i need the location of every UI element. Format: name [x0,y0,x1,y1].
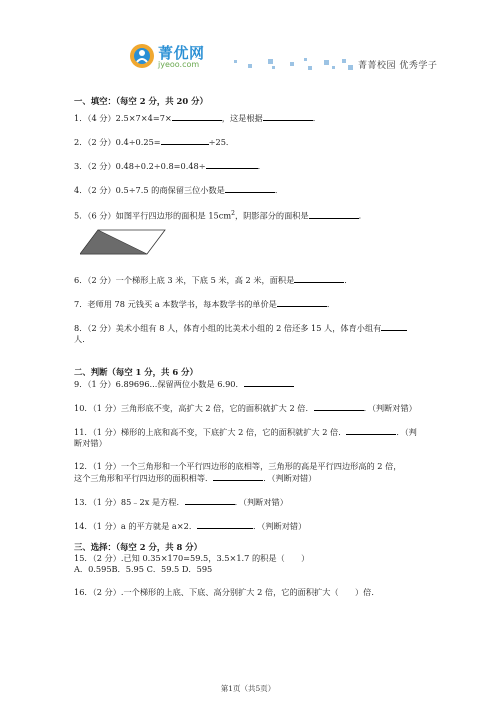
question-12-cont: 这个三角形和平行四边形的面积相等． ．（判断对错） [74,472,317,483]
question-6: 6．（2 分）一个梯形上底 3 米，下底 5 米，高 2 米，面积是 ． [74,274,353,285]
question-1: 1．（4 分）2.5×7×4=7× ，这是根据 ． [74,113,321,123]
section-title-judge: 二、判断（每空 1 分，共 6 分） [74,366,198,377]
brand-domain: jyeoo.com [158,60,200,69]
jyeoo-logo [128,40,218,74]
question-16: 16．（2 分）.一个梯形的上底、下底、高分别扩大 2 倍，它的面积扩大（ ）倍． [74,586,380,597]
brand-name: 菁优网 [158,44,205,62]
question-15: 15．（2 分）.已知 0.35×170=59.5，3.5×1.7 的积是（ ） [74,552,310,563]
page-header [0,0,496,80]
parallelogram-figure [80,229,166,255]
question-4: 4．（2 分）0.5÷7.5 的商保留三位小数是 ． [74,185,284,195]
decorative-dots [228,56,358,72]
answer-blank[interactable] [225,184,275,193]
question-5: 5．（6 分）如图平行四边形的面积是 $15cm^2$，阴影部分的面积是 ． [74,210,367,221]
answer-blank[interactable] [277,298,327,307]
answer-blank[interactable] [309,210,359,219]
question-9: 9．（1 分）6.89696...保留两位小数是 6.90． [74,378,434,390]
answer-blank[interactable] [161,136,209,145]
answer-blank[interactable] [294,274,344,283]
question-2: 2．（2 分）0.4÷0.25= ÷25． [74,137,235,147]
answer-blank[interactable] [381,322,407,331]
question-8-cont: 人． [74,333,91,344]
answer-blank[interactable] [197,520,253,529]
question-10: 10．（1 分）三角形底不变，高扩大 2 倍，它的面积就扩大 2 倍． ．（判断对错） [74,402,417,413]
header-slogan: 菁菁校园 优秀学子 [358,61,438,71]
question-11: 11．（1 分）梯形的上底和高不变，下底扩大 2 倍，它的面积就扩大 2 倍． ．（判 [74,426,417,437]
answer-blank[interactable] [346,426,396,435]
section-title-fill: 一、填空：（每空 2 分，共 20 分） [74,96,208,106]
answer-blank[interactable] [244,378,294,387]
question-11-cont: 断对错） [74,437,107,448]
page-footer: 第1页（共5页） [220,684,276,693]
question-3: 3．（2 分）0.48÷0.2÷0.8=0.48÷ ． [74,161,266,171]
answer-blank[interactable] [314,402,364,411]
answer-blank[interactable] [185,496,235,505]
answer-blank[interactable] [263,112,313,121]
question-7: 7．老师用 78 元钱买 a 本数学书，每本数学书的单价是 ． [74,298,336,309]
question-15-options: A．0.595B．5.95 C．59.5 D．595 [74,563,213,574]
answer-blank[interactable] [213,472,263,481]
answer-blank[interactable] [172,112,222,121]
section-title-choice: 三、选择：（每空 2 分，共 8 分） [74,541,202,552]
question-13: 13．（1 分）85﹣2x 是方程． ．（判断对错） [74,496,288,507]
question-12: 12．（1 分）一个三角形和一个平行四边形的底相等，三角形的高是平行四边形高的 2 倍， [74,460,402,471]
logo-icon [128,42,156,70]
answer-blank[interactable] [206,160,258,169]
question-8: 8．（2 分）美术小组有 8 人，体育小组的比美术小组的 2 倍还多 15 人，体育小组有 [74,322,434,334]
question-14: 14．（1 分）a 的平方就是 a×2． ．（判断对错） [74,520,307,531]
exam-content [74,96,434,598]
